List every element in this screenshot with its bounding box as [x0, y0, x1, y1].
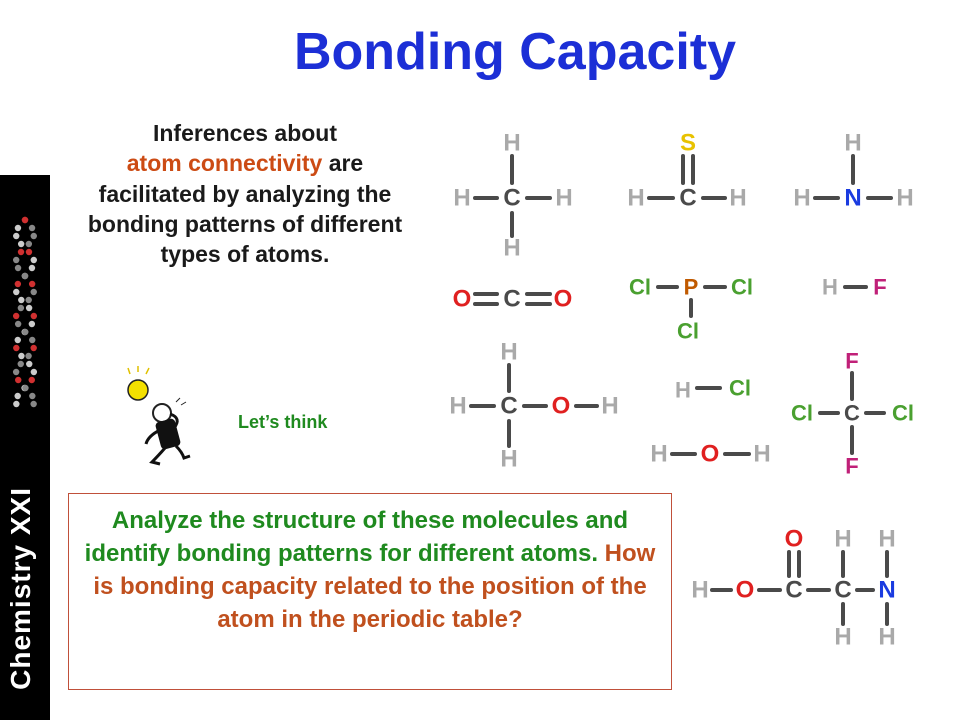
- hydrogen-atom: H: [729, 184, 747, 212]
- intro-part1: Inferences about: [152, 120, 338, 146]
- hydrogen-atom: H: [601, 392, 619, 420]
- chlorine-atom: Cl: [629, 274, 651, 300]
- carbon-atom: C: [503, 184, 521, 212]
- chlorine-atom: Cl: [729, 375, 751, 401]
- intro-highlight: atom connectivity: [126, 150, 323, 177]
- hydrogen-atom: H: [834, 623, 852, 651]
- oxygen-atom: O: [700, 440, 720, 468]
- hydrogen-atom: H: [675, 377, 691, 403]
- hydrogen-atom: H: [844, 129, 862, 157]
- hydrogen-atom: H: [500, 338, 518, 366]
- oxygen-atom: O: [452, 285, 472, 313]
- fluorine-atom: F: [873, 274, 887, 300]
- carbon-atom: C: [500, 392, 518, 420]
- oxygen-atom: O: [551, 392, 571, 420]
- carbon-atom: C: [834, 576, 852, 604]
- chlorine-atom: Cl: [791, 400, 813, 426]
- hydrogen-atom: H: [500, 445, 518, 473]
- oxygen-atom: O: [553, 285, 573, 313]
- fluorine-atom: F: [845, 453, 859, 479]
- carbon-atom: C: [679, 184, 697, 212]
- thinking-person-icon: [128, 366, 190, 464]
- hydrogen-atom: H: [627, 184, 645, 212]
- question-box: [68, 493, 672, 690]
- hydrogen-atom: H: [878, 525, 896, 553]
- lets-think-label: Let’s think: [238, 412, 328, 432]
- hydrogen-atom: H: [753, 440, 771, 468]
- carbon-atom: C: [503, 285, 521, 313]
- hydrogen-atom: H: [793, 184, 811, 212]
- hydrogen-atom: H: [503, 129, 521, 157]
- hydrogen-atom: H: [555, 184, 573, 212]
- hydrogen-atom: H: [834, 525, 852, 553]
- question-part2: How is bonding capacity related to the position of the atom in the periodic table?: [93, 540, 656, 634]
- dna-molecule-icon: [13, 217, 37, 407]
- phosphorus-atom: P: [683, 274, 699, 300]
- sulfur-atom: S: [679, 129, 697, 157]
- page-title: Bonding Capacity: [293, 23, 737, 81]
- hydrogen-atom: H: [503, 234, 521, 262]
- hydrogen-atom: H: [449, 392, 467, 420]
- question-part1: Analyze the structure of these molecules and identify bonding patterns for different atoms.: [84, 507, 629, 568]
- hydrogen-atom: H: [896, 184, 914, 212]
- fluorine-atom: F: [845, 348, 859, 374]
- hydrogen-atom: H: [650, 440, 668, 468]
- carbon-atom: C: [785, 576, 803, 604]
- chlorine-atom: Cl: [731, 274, 753, 300]
- chlorine-atom: Cl: [892, 400, 914, 426]
- hydrogen-atom: H: [691, 576, 709, 604]
- hydrogen-atom: H: [822, 274, 838, 300]
- oxygen-atom: O: [735, 576, 755, 604]
- hydrogen-atom: H: [453, 184, 471, 212]
- sidebar-label: Chemistry XXI: [5, 487, 36, 690]
- intro-part2: are facilitated by analyzing the bonding patterns of different types of atoms.: [87, 150, 403, 268]
- hydrogen-atom: H: [878, 623, 896, 651]
- carbon-atom: C: [844, 400, 860, 426]
- nitrogen-atom: N: [844, 184, 862, 212]
- oxygen-atom: O: [784, 525, 804, 553]
- chlorine-atom: Cl: [677, 318, 699, 344]
- nitrogen-atom: N: [878, 576, 896, 604]
